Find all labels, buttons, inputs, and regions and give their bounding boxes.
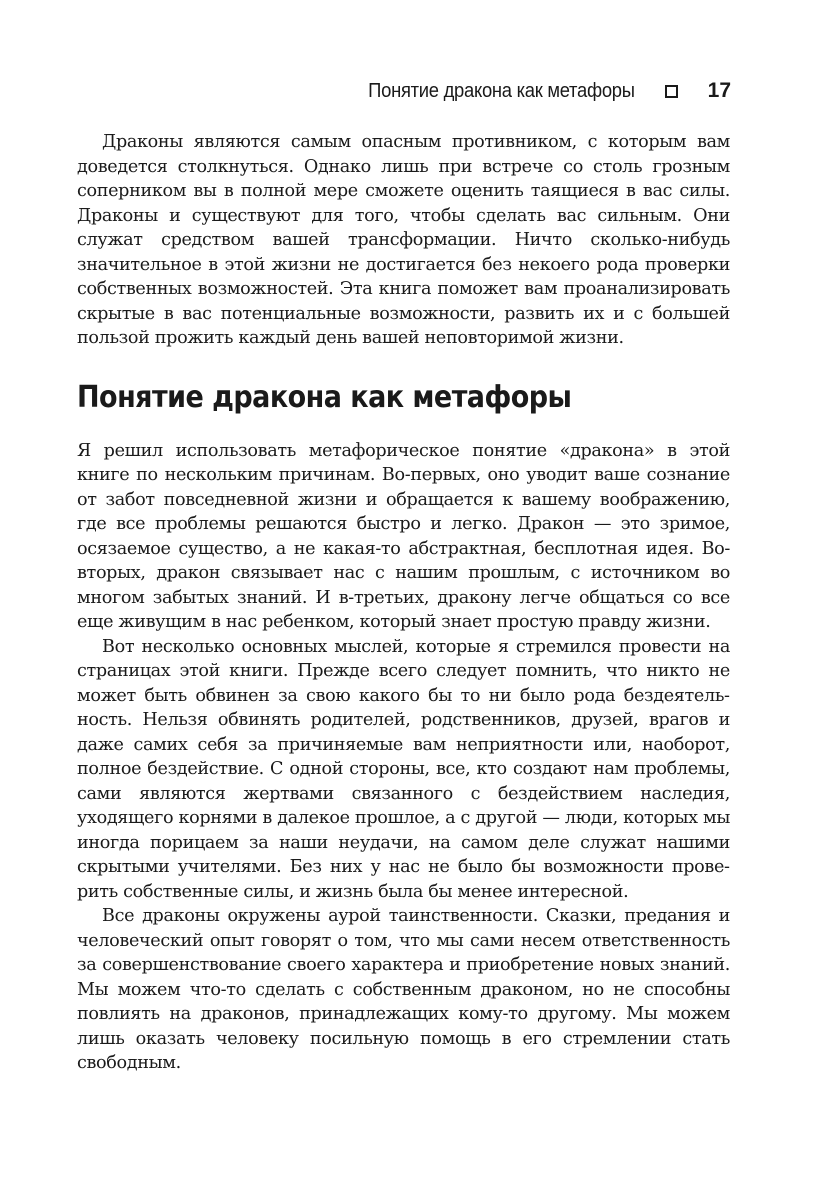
running-header [0,76,731,106]
body-paragraph-1: Я решил использовать метафорическое понятие «дракона» в этой книге по нескольким причинам. Во-первых, оно уводит ваше сознание от забот повседневной жизни и обращается к вашему воображению, где все проблемы решаются быстро и легко. Дракон — это зримое, осязаемое существо, а не какая-то абстрактная, бесплотная идея. Во-вторых, дракон связывает нас с нашим прошлым, с источником во многом забытых знаний. И в-третьих, дракону легче общаться со все еще живущим в нас ребенком, который знает простую правду жизни. [77,440,730,632]
section-heading: Понятие дракона как метафоры [77,379,572,415]
body-paragraph-2: Вот несколько основных мыслей, которые я стремился провести на страницах этой книги. Прежде всего следует помнить, что никто не может быть обвинен за свою какого бы то ни было рода бездеятельность. Нельзя обвинять родителей, родственников, друзей, врагов и даже самих себя за причиняемые вам неприятности или, наоборот, полное бездействие. С одной стороны, все, кто создают нам проблемы, сами являются жертвами связанного с бездействием наследия, уходящего корнями в далекое прошлое, а с другой — люди, которых мы иногда порицаем за наши неудачи, на самом деле служат нашими скрытыми учителями. Без них у нас не было бы возможности проверить собственные силы, и жизнь была бы менее интересной. [77,636,730,902]
page-number: 17 [707,79,731,102]
square-outline-icon [665,85,678,98]
page-body [77,130,730,1076]
running-title: Понятие дракона как метафоры [368,79,635,102]
intro-paragraph: Драконы являются самым опасным противником, с которым вам доведется столкнуться. Однако лишь при встрече со столь грозным соперником вы в полной мере сможете оценить таящиеся в вас силы. Драконы и существуют для того, чтобы сделать вас сильным. Они служат средством вашей трансформации. Ничто сколько-нибудь значительное в этой жизни не достигается без некоего рода проверки собственных возможностей. Эта книга поможет вам проанализировать скрытые в вас потенциальные возможности, развить их и с большей пользой прожить каждый день вашей неповторимой жизни. [77,132,730,348]
body-paragraph-3: Все драконы окружены аурой таинственности. Сказки, предания и человеческий опыт говорят о том, что мы сами несем ответственность за совершенствование своего характера и приобретение новых знаний. Мы можем что-то сделать с собственным драконом, но не способны повлиять на драконов, принадлежащих кому-то другому. Мы можем лишь оказать человеку посильную помощь в его стремлении стать свободным. [77,906,730,1073]
